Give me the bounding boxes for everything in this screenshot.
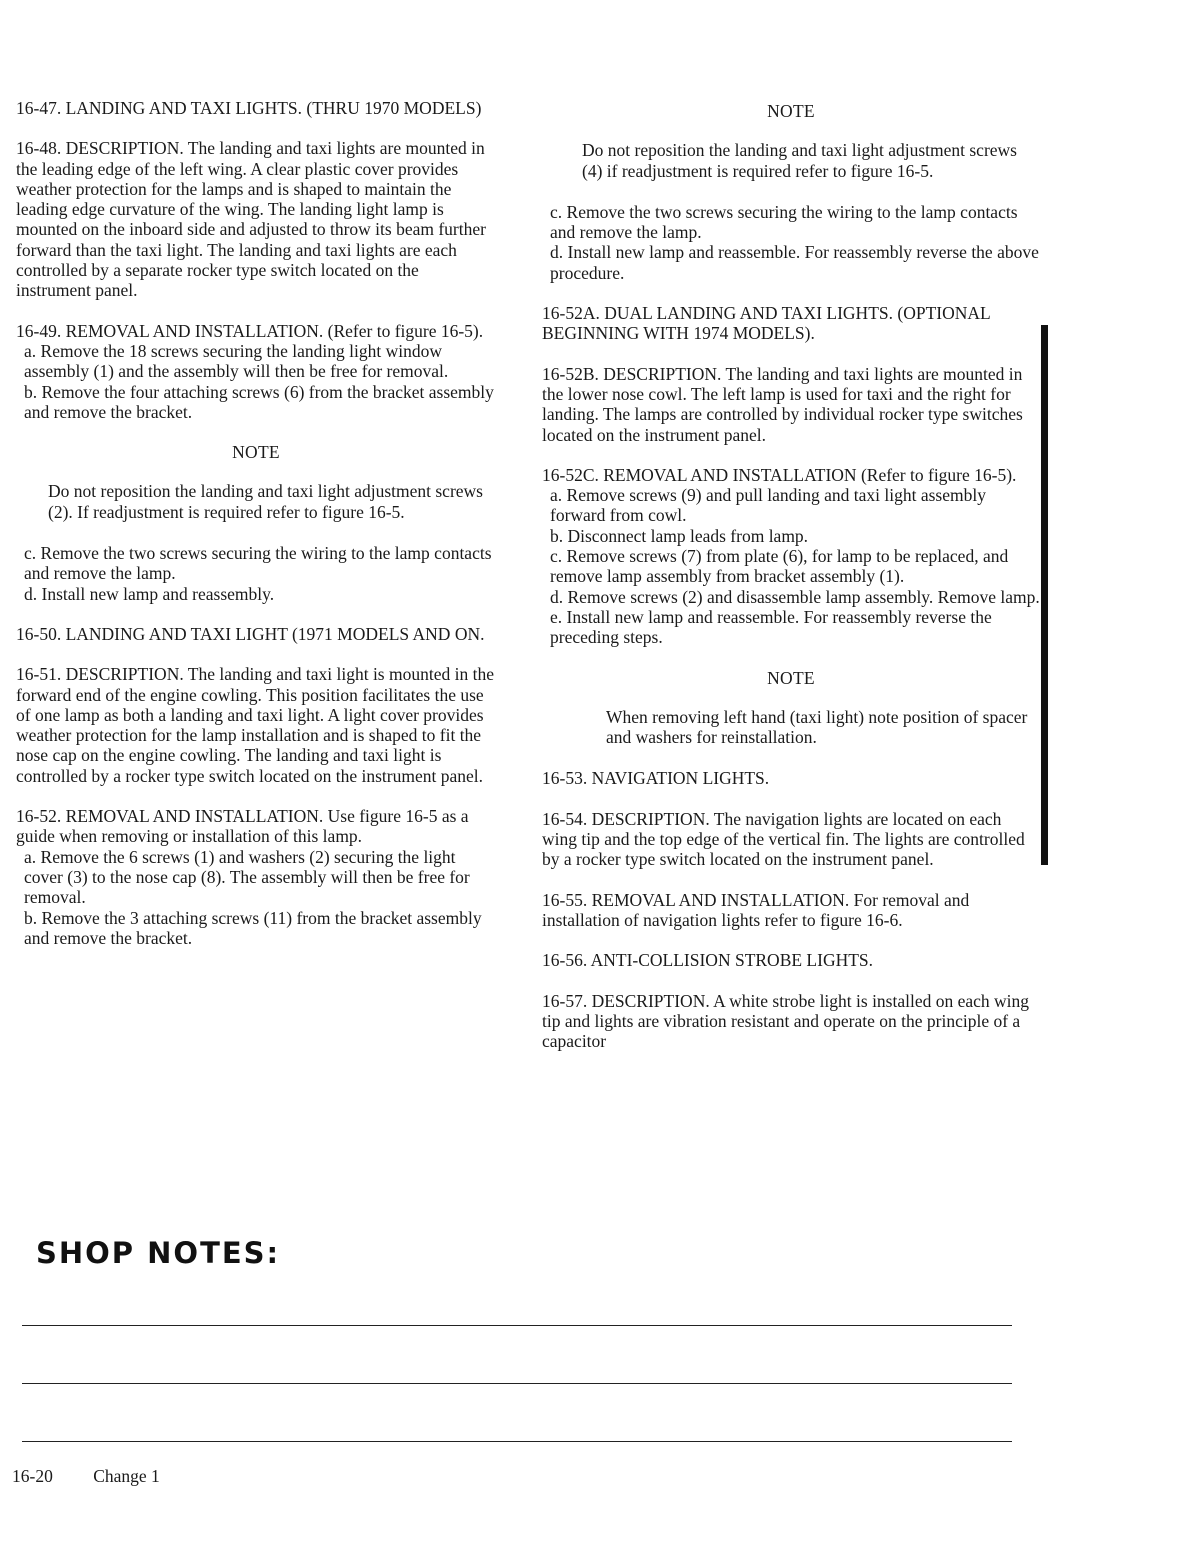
notes-line: [22, 1441, 1012, 1442]
step-c: c. Remove the two screws securing the wiring to the lamp contacts and remove the lamp.: [550, 201, 1018, 243]
section-heading-16-53: 16-53. NAVIGATION LIGHTS.: [542, 768, 770, 789]
step-a: a. Remove the 18 screws securing the landing light window assembly (1) and the assembly will then be free for removal.: [24, 340, 449, 382]
page-number: 16-20: [12, 1466, 53, 1486]
step-e: e. Install new lamp and reassemble. For reassembly reverse the preceding steps.: [550, 606, 992, 648]
section-heading-16-56: 16-56. ANTI-COLLISION STROBE LIGHTS.: [542, 950, 874, 971]
procedure-16-49-cont: [16, 543, 496, 604]
note-label: NOTE: [767, 101, 815, 121]
revision-change-bar: [1041, 325, 1048, 865]
notes-line: [22, 1325, 1012, 1326]
procedure-16-52-cont: [542, 202, 1040, 283]
step-a: a. Remove screws (9) and pull landing and taxi light assembly forward from cowl.: [550, 485, 986, 526]
paragraph-16-52b: 16-52B. DESCRIPTION. The landing and taxi lights are mounted in the lower nose cowl. The left lamp is used for taxi and the right for landing. The lamps are controlled by individual rocker type switches located on the instrument panel.: [542, 363, 1023, 445]
paragraph-16-52c: 16-52C. REMOVAL AND INSTALLATION (Refer to figure 16-5).: [542, 464, 1017, 485]
step-d: d. Install new lamp and reassembly.: [24, 583, 275, 604]
shop-notes-heading: SHOP NOTES:: [36, 1236, 281, 1270]
step-d: d. Install new lamp and reassemble. For reassembly reverse the above procedure.: [550, 242, 1039, 283]
step-b: b. Disconnect lamp leads from lamp.: [550, 525, 809, 546]
procedure-16-52: [16, 806, 496, 948]
step-c: c. Remove the two screws securing the wiring to the lamp contacts and remove the lamp.: [24, 543, 492, 584]
procedure-16-49: [16, 321, 496, 422]
note-label: NOTE: [232, 442, 280, 463]
change-label: Change 1: [93, 1466, 160, 1486]
right-column: [542, 101, 1040, 1071]
paragraph-16-52: 16-52. REMOVAL AND INSTALLATION. Use figure 16-5 as a guide when removing or installation of this lamp.: [16, 806, 469, 847]
section-heading-16-50: 16-50. LANDING AND TAXI LIGHT (1971 MODELS AND ON.: [16, 623, 485, 644]
left-column: [16, 98, 496, 968]
step-d: d. Remove screws (2) and disassemble lamp assembly. Remove lamp.: [550, 586, 1040, 607]
note-label: NOTE: [767, 667, 815, 688]
paragraph-16-54: 16-54. DESCRIPTION. The navigation lights are located on each wing tip and the top edge of the vertical fin. The lights are controlled by a rocker type switch located on the instrument panel.: [542, 808, 1025, 870]
note-text: Do not reposition the landing and taxi light adjustment screws (2). If readjustment is required refer to figure 16-5.: [48, 481, 483, 522]
step-c: c. Remove screws (7) from plate (6), for lamp to be replaced, and remove lamp assembly from bracket assembly (1).: [550, 546, 1009, 587]
page-footer: [12, 1466, 160, 1487]
note-text: Do not reposition the landing and taxi light adjustment screws (4) if readjustment is required refer to figure 16-5.: [582, 140, 1017, 181]
paragraph-16-57: 16-57. DESCRIPTION. A white strobe light is installed on each wing tip and lights are vibration resistant and operate on the principle of a capacitor: [542, 990, 1030, 1052]
note-text: When removing left hand (taxi light) note position of spacer and washers for reinstallation.: [606, 706, 1028, 748]
paragraph-16-51: 16-51. DESCRIPTION. The landing and taxi light is mounted in the forward end of the engine cowling. This position facilitates the use of one lamp as both a landing and taxi light. A light cover provides weather protection for the lamp installation and is shaped to fit the nose cap on the engine cowling. The landing and taxi light is controlled by a rocker type switch located on the instrument panel.: [16, 664, 494, 786]
section-heading-16-52a: 16-52A. DUAL LANDING AND TAXI LIGHTS. (OPTIONAL BEGINNING WITH 1974 MODELS).: [542, 303, 991, 344]
notes-line: [22, 1383, 1012, 1384]
paragraph-16-55: 16-55. REMOVAL AND INSTALLATION. For removal and installation of navigation lights refer to figure 16-6.: [542, 889, 970, 930]
paragraph-16-48: 16-48. DESCRIPTION. The landing and taxi lights are mounted in the leading edge of the left wing. A clear plastic cover provides weather protection for the lamps and is shaped to maintain the leading edge curvature of the wing. The landing light lamp is mounted on the inboard side and adjusted to throw its beam further forward than the taxi light. The landing and taxi lights are each controlled by a separate rocker type switch located on the instrument panel.: [16, 138, 486, 301]
step-b: b. Remove the four attaching screws (6) from the bracket assembly and remove the bracket.: [24, 381, 494, 422]
paragraph-16-49: 16-49. REMOVAL AND INSTALLATION. (Refer to figure 16-5).: [16, 320, 484, 341]
step-b: b. Remove the 3 attaching screws (11) from the bracket assembly and remove the bracket.: [24, 907, 482, 948]
section-heading-16-47: 16-47. LANDING AND TAXI LIGHTS. (THRU 1970 MODELS): [16, 98, 482, 118]
procedure-16-52c: [542, 465, 1040, 648]
step-a: a. Remove the 6 screws (1) and washers (2) securing the light cover (3) to the nose cap (8). The assembly will then be free for removal.: [24, 846, 470, 908]
